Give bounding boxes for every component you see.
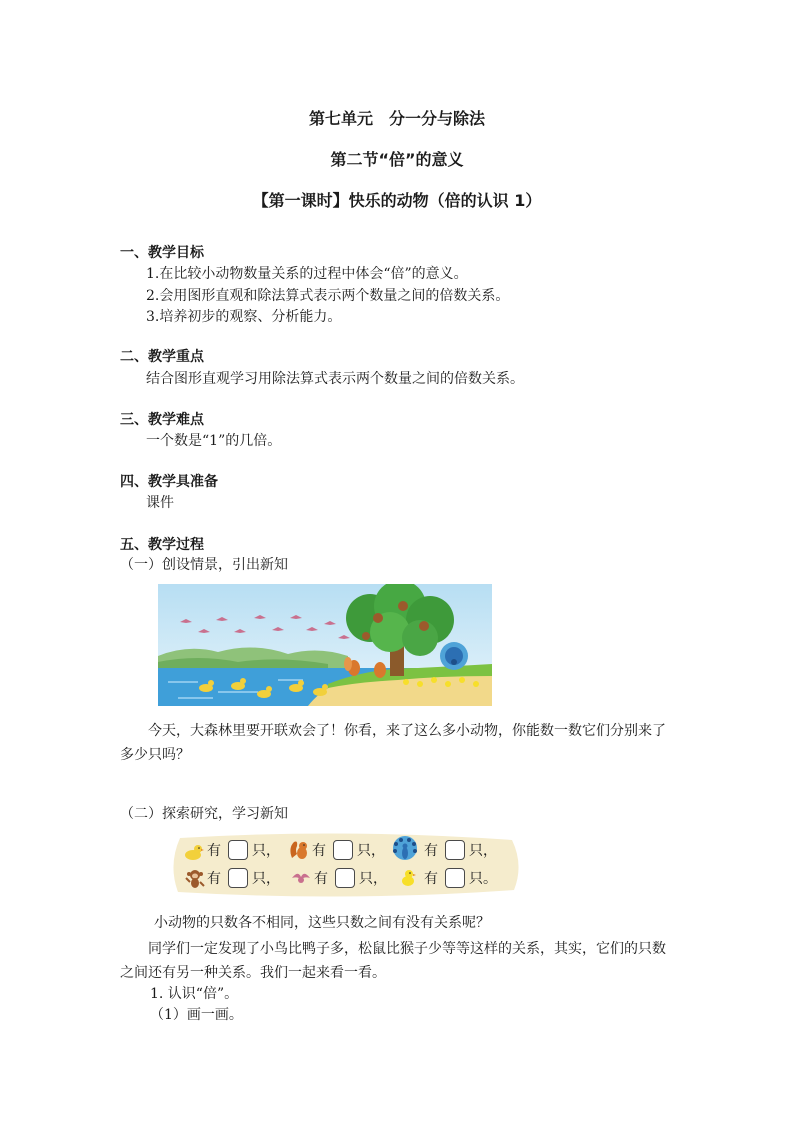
squirrel-icon [288, 840, 310, 860]
count-label-post: 只， [469, 843, 497, 859]
count-label-pre: 有 [312, 843, 326, 859]
count-bird [290, 870, 312, 890]
count-label-pre: 有 [314, 871, 328, 887]
forest-scene-illustration [158, 584, 492, 706]
objective-item: 3.培养初步的观察、分析能力。 [146, 309, 342, 325]
part1-title: （一）创设情景，引出新知 [120, 557, 288, 573]
part2-title: （二）探索研究，学习新知 [120, 806, 288, 822]
count-answer-box[interactable] [228, 840, 248, 860]
count-chick [400, 869, 416, 891]
count-label-pre: 有 [424, 871, 438, 887]
count-label-post: 只， [252, 843, 280, 859]
monkey-icon [184, 868, 206, 890]
key-points-heading: 二、教学重点 [120, 349, 204, 365]
section-title: 第二节“倍”的意义 [330, 150, 464, 169]
objectives-heading: 一、教学目标 [120, 245, 204, 261]
preparation-text: 课件 [146, 495, 174, 511]
preparation-heading: 四、教学具准备 [120, 474, 218, 490]
count-label-pre: 有 [424, 843, 438, 859]
unit-title: 第七单元 分一分与除法 [308, 109, 485, 128]
count-label-post: 只， [359, 871, 387, 887]
count-answer-box[interactable] [228, 868, 248, 888]
part1-text: 今天，大森林里要开联欢会了！你看，来了这么多小动物，你能数一数它们分别来了多少只吗？ [120, 723, 666, 763]
difficulties-text: 一个数是“1”的几倍。 [146, 433, 282, 449]
count-answer-box[interactable] [333, 840, 353, 860]
count-label-post: 只， [357, 843, 385, 859]
chick-icon [400, 869, 416, 887]
process-heading: 五、教学过程 [120, 537, 204, 553]
count-label-post: 只。 [469, 871, 497, 887]
count-squirrel [288, 840, 310, 864]
count-label-post: 只， [252, 871, 280, 887]
count-label-pre: 有 [207, 871, 221, 887]
key-points-text: 结合图形直观学习用除法算式表示两个数量之间的倍数关系。 [146, 371, 524, 387]
objective-item: 1.在比较小动物数量关系的过程中体会“倍”的意义。 [146, 266, 468, 282]
step-know-bei: 1. 认识“倍”。 [150, 986, 239, 1002]
step-draw: （1）画一画。 [150, 1007, 243, 1023]
count-duck [184, 841, 204, 861]
count-peacock [390, 836, 420, 866]
lesson-title: 【第一课时】快乐的动物（倍的认识 1） [252, 191, 542, 210]
duck-icon [184, 843, 204, 861]
paragraph-relation-question: 小动物的只数各不相同，这些只数之间有没有关系呢？ [154, 915, 490, 931]
paragraph-relation-explain: 同学们一定发现了小鸟比鸭子多，松鼠比猴子少等等这样的关系，其实，它们的只数之间还有另一种关系。我们一起来看一看。 [120, 941, 666, 981]
bird-icon [290, 870, 312, 886]
count-answer-box[interactable] [445, 840, 465, 860]
count-answer-box[interactable] [335, 868, 355, 888]
objective-item: 2.会用图形直观和除法算式表示两个数量之间的倍数关系。 [146, 288, 510, 304]
count-answer-box[interactable] [445, 868, 465, 888]
count-label-pre: 有 [207, 843, 221, 859]
difficulties-heading: 三、教学难点 [120, 412, 204, 428]
peacock-icon [390, 836, 420, 862]
count-monkey [184, 868, 206, 894]
